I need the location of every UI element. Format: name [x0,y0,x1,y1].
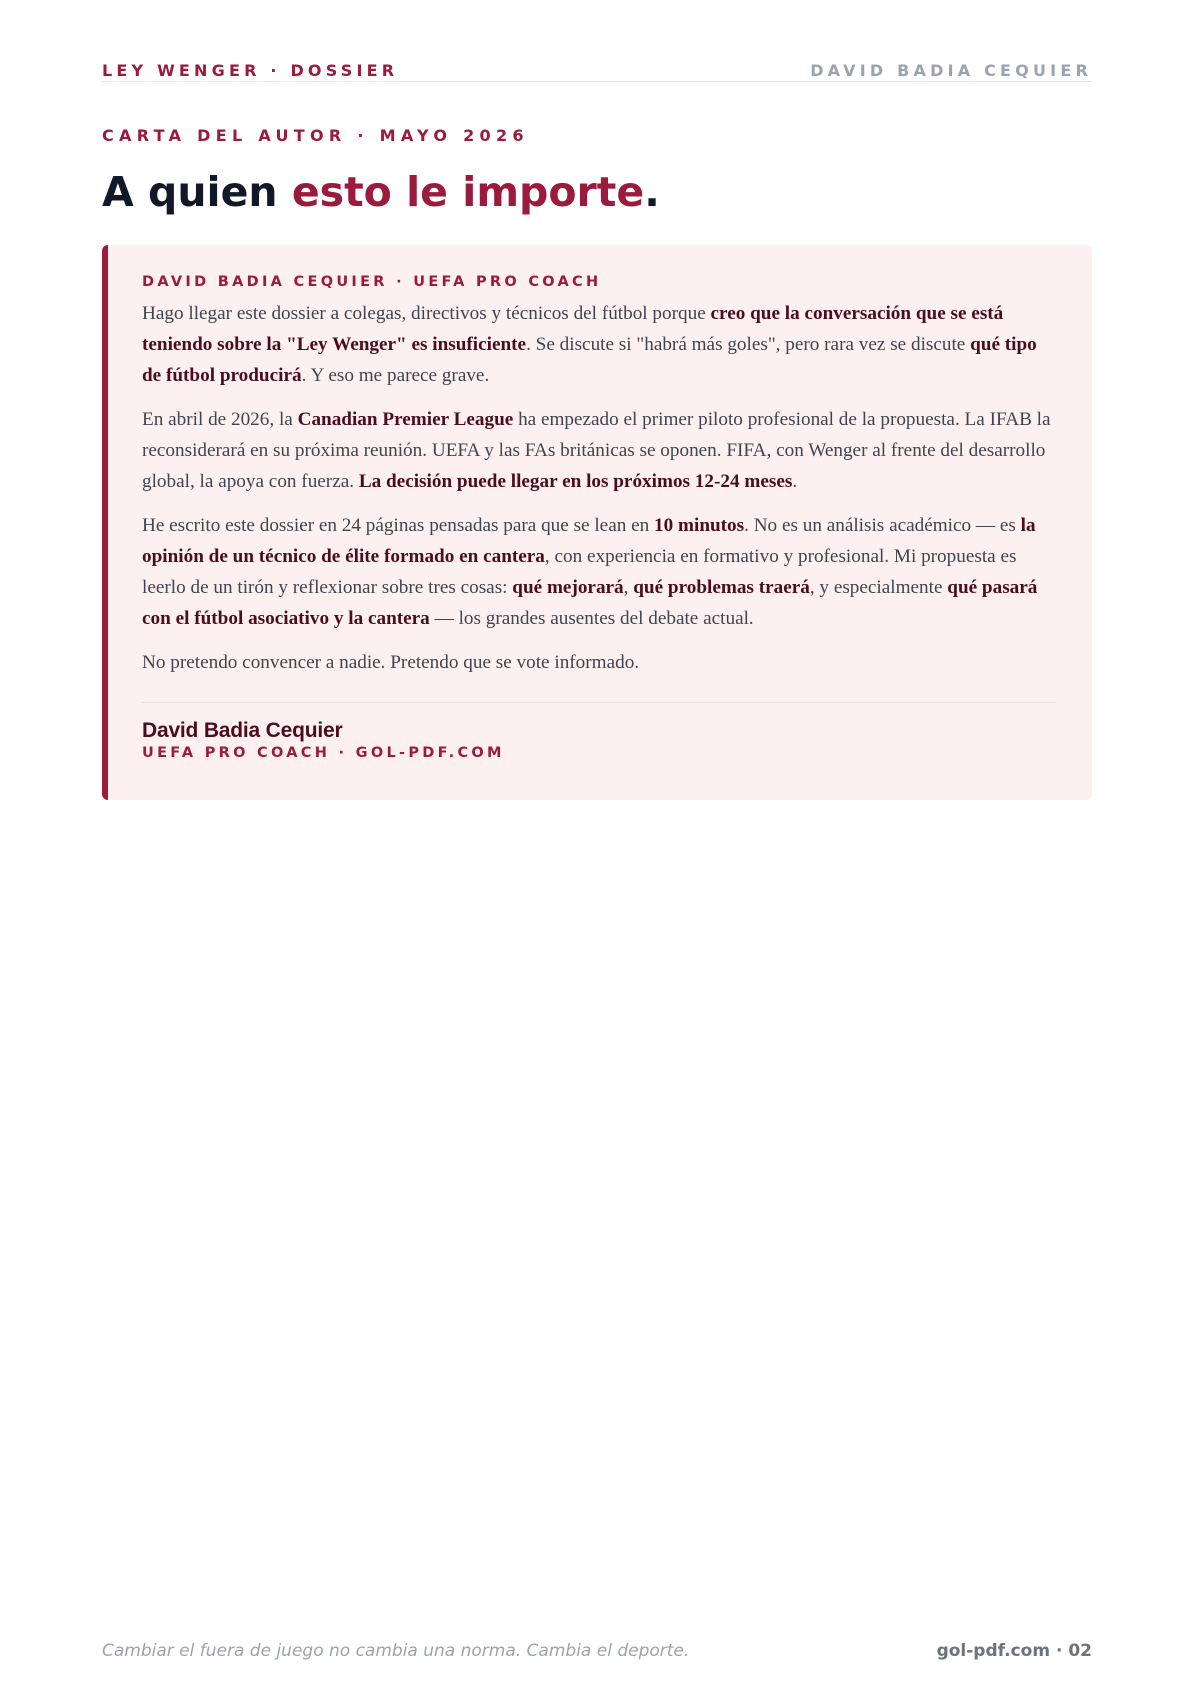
page-title [102,166,660,218]
letter-paragraph [142,298,1056,391]
paragraph-text: , y especialmente [809,577,948,598]
section-eyebrow: CARTA DEL AUTOR · MAYO 2026 [102,126,529,145]
emphasis-text: creo que la conversación que se está teniendo sobre la "Ley Wenger" es insuficiente [142,303,1004,355]
letter-paragraph [142,647,1056,678]
paragraph-text: . [792,471,798,492]
paragraph-text: — los grandes ausentes del debate actual. [429,608,754,629]
title-end: . [644,168,660,216]
title-accent: esto le importe [291,168,645,216]
paragraph-text: ha empezado el primer piloto profesional de la propuesta. La IFAB la reconsiderará en su próxima reunión. UEFA y las FAs británicas se oponen. FIFA, con Wenger al frente del desarrollo global, la apoya con fuerza. [142,409,1051,492]
paragraph-text: . No es un análisis académico — es [744,515,1021,536]
paragraph-text: . Y eso me parece grave. [301,365,490,386]
signature-name: David Badia Cequier [142,719,343,742]
letter-body [142,298,1056,678]
header-section-title: LEY WENGER · DOSSIER [102,61,399,80]
paragraph-text: He escrito este dossier en 24 páginas pensadas para que se lean en [142,515,655,536]
letter-eyebrow: DAVID BADIA CEQUIER · UEFA PRO COACH [142,274,602,290]
emphasis-text: qué pasará con el fútbol asociativo y la cantera [142,577,1038,629]
emphasis-text: qué problemas traerá [633,577,810,598]
emphasis-text: 10 minutos [654,515,745,536]
letter-paragraph [142,404,1056,497]
paragraph-text: En abril de 2026, la [142,409,298,430]
author-letter-card [102,245,1092,800]
emphasis-text: qué tipo de fútbol producirá [142,334,1037,386]
title-plain: A quien [102,168,292,216]
footer-site-page-number: gol-pdf.com · 02 [936,1641,1092,1661]
header-author: DAVID BADIA CEQUIER [810,61,1092,80]
emphasis-text: la opinión de un técnico de élite formado en cantera [142,515,1036,567]
emphasis-text: qué mejorará [512,577,624,598]
emphasis-text: Canadian Premier League [297,409,514,430]
paragraph-text: Hago llegar este dossier a colegas, directivos y técnicos del fútbol porque [142,303,711,324]
footer-quote: Cambiar el fuera de juego no cambia una norma. Cambia el deporte. [102,1641,690,1661]
signature-divider [142,702,1056,703]
paragraph-text: No pretendo convencer a nadie. Pretendo que se vote informado. [142,652,640,673]
document-page [102,0,1092,1685]
paragraph-text: . Se discute si "habrá más goles", pero rara vez se discute [526,334,971,355]
emphasis-text: La decisión puede llegar en los próximos 12-24 meses [358,471,793,492]
letter-paragraph [142,510,1056,634]
running-header [102,62,1092,82]
signature-role: UEFA PRO COACH · GOL-PDF.COM [142,745,505,761]
paragraph-text: , con experiencia en formativo y profesional. Mi propuesta es leerlo de un tirón y reflexionar sobre tres cosas: [142,546,1017,598]
paragraph-text: , [623,577,634,598]
